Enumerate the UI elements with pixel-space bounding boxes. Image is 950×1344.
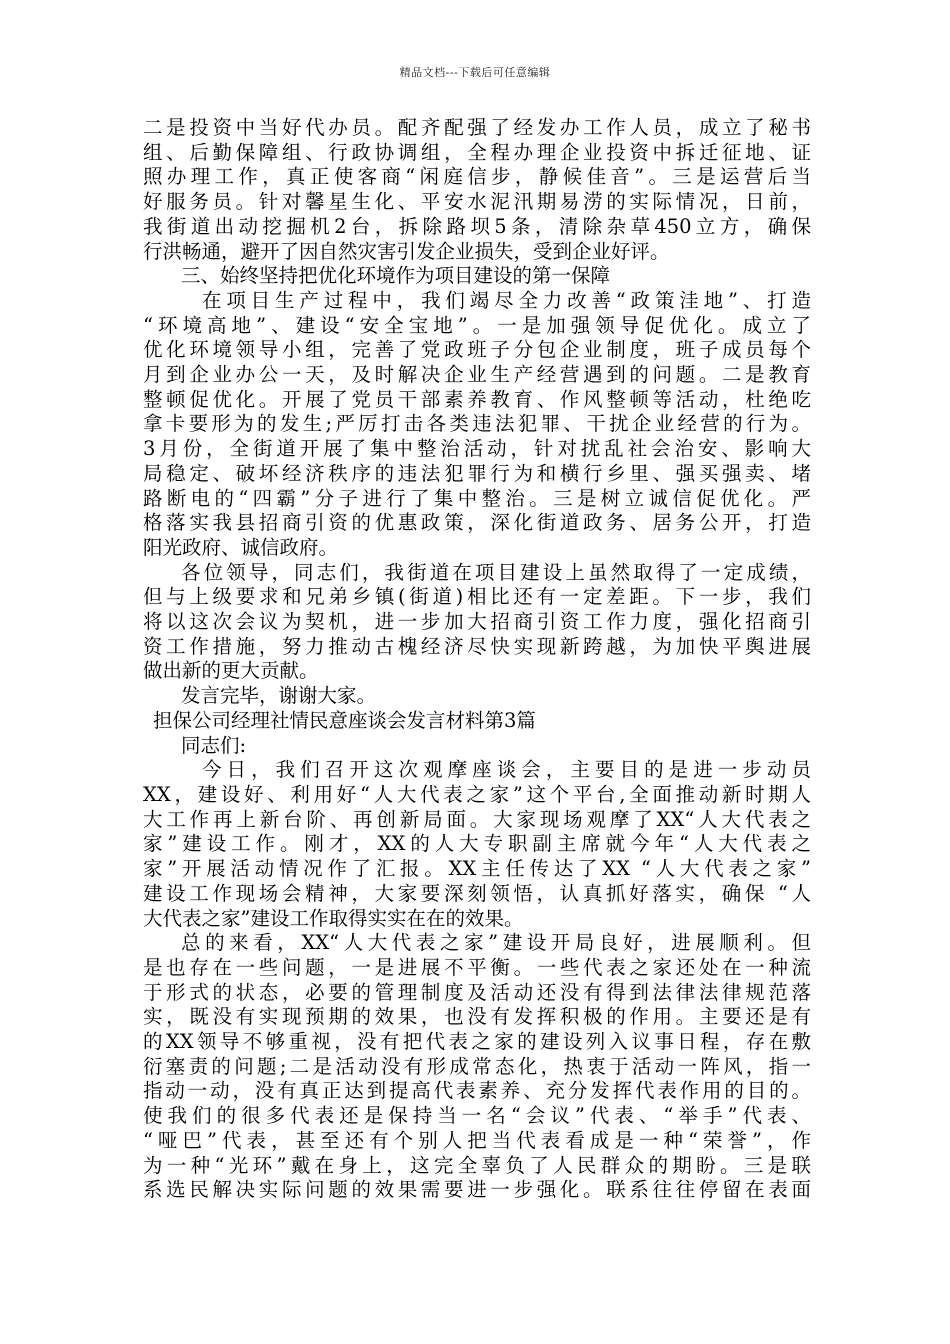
text-line: 优化环境领导小组，完善了党政班子分包企业制度，班子成员每个 [143,338,811,362]
text-line: 月到企业办公一天，及时解决企业生产经营遇到的问题。二是教育 [143,363,811,387]
text-line: 建设工作现场会精神，大家要深刻领悟，认真抓好落实，确保 “人 [143,881,811,905]
text-line: 实，既没有实现预期的效果，也没有发挥积极的作用。主要还是有 [143,1005,811,1029]
text-line: 家”建设工作。刚才，XX的人大专职副主席就今年“人大代表之 [143,832,811,856]
text-line: 的XX领导不够重视，没有把代表之家的建设列入议事日程，存在敷 [143,1030,811,1054]
text-line: 格落实我县招商引资的优惠政策，深化街道政务、居务公开，打造 [143,511,811,535]
text-line: 拿卡要形为的发生;严厉打击各类违法犯罪、干扰企业经营的行为。 [143,412,811,436]
text-line: 指动一动，没有真正达到提高代表素养、充分发挥代表作用的目的。 [143,1079,811,1103]
text-line: 阳光政府、诚信政府。 [143,535,339,559]
text-line: 二是投资中当好代办员。配齐配强了经发办工作人员，成立了秘书 [143,116,811,139]
text-line: 在项目生产过程中，我们竭尽全力改善“政策洼地”、打造 [202,288,811,312]
text-line: 路断电的“四霸”分子进行了集中整治。三是树立诚信促优化。严 [143,486,811,510]
text-line: 总的来看，XX“人大代表之家”建设开局良好，进展顺利。但 [181,931,811,955]
text-line: 好服务员。针对馨星生化、平安水泥汛期易涝的实际情况，日前， [143,190,811,214]
text-line: 我街道出动挖掘机2台，拆除路坝5条，清除杂草450立方，确保 [143,214,811,238]
text-line: 为一种“光环”戴在身上，这完全辜负了人民群众的期盼。三是联 [143,1153,811,1177]
text-line: 行洪畅通，避开了因自然灾害引发企业损失，受到企业好评。 [143,239,670,263]
text-line: 担保公司经理社情民意座谈会发言材料第3篇 [153,708,536,732]
text-line: 发言完毕，谢谢大家。 [181,684,377,708]
text-line: “哑巴”代表，甚至还有个别人把当代表看成是一种“荣誉”，作 [143,1128,811,1152]
text-line: 同志们: [181,733,247,757]
text-line: 组、后勤保障组、行政协调组，全程办理企业投资中拆迁征地、证 [143,140,811,164]
text-line: 衍塞责的问题;二是活动没有形成常态化，热衷于活动一阵风，指一 [143,1054,811,1078]
text-line: 各位领导，同志们，我街道在项目建设上虽然取得了一定成绩， [181,560,811,584]
text-line: 今日，我们召开这次观摩座谈会，主要目的是进一步动员 [202,758,811,782]
text-line: 系选民解决实际问题的效果需要进一步强化。联系往往停留在表面 [143,1178,811,1202]
text-line: 于形式的状态，必要的管理制度及活动还没有得到法律法律规范落 [143,980,811,1004]
text-line: 是也存在一些问题，一是进展不平衡。一些代表之家还处在一种流 [143,955,811,979]
page-header: 精品文档---下载后可任意编辑 [399,66,551,79]
text-line: 3月份，全街道开展了集中整治活动，针对扰乱社会治安、影响大 [143,437,811,461]
text-line: “环境高地”、建设“安全宝地”。一是加强领导促优化。成立了 [143,313,811,337]
text-line: XX，建设好、利用好“人大代表之家”这个平台,全面推动新时期人 [143,782,811,806]
text-line: 照办理工作，真正使客商“闲庭信步，静候佳音”。三是运营后当 [143,165,811,189]
text-line: 大工作再上新台阶、再创新局面。大家现场观摩了XX“人大代表之 [143,807,811,831]
text-line: 资工作措施，努力推动古槐经济尽快实现新跨越，为加快平舆进展 [143,634,811,658]
text-line: 家”开展活动情况作了汇报。XX主任传达了XX “人大代表之家” [143,857,811,881]
text-line: 三、始终坚持把优化环境作为项目建设的第一保障 [181,264,611,288]
text-line: 整顿促优化。开展了党员干部素养教育、作风整顿等活动，杜绝吃 [143,387,811,411]
text-line: 将以这次会议为契机，进一步加大招商引资工作力度，强化招商引 [143,610,811,634]
text-line: 做出新的更大贡献。 [143,659,319,683]
text-line: 但与上级要求和兄弟乡镇(街道)相比还有一定差距。下一步，我们 [143,585,811,609]
text-line: 大代表之家”建设工作取得实实在在的效果。 [143,906,524,930]
document-body [143,116,811,1203]
text-line: 使我们的很多代表还是保持当一名“会议”代表、“举手”代表、 [143,1104,811,1128]
text-line: 局稳定、破坏经济秩序的违法犯罪行为和横行乡里、强买强卖、堵 [143,461,811,485]
